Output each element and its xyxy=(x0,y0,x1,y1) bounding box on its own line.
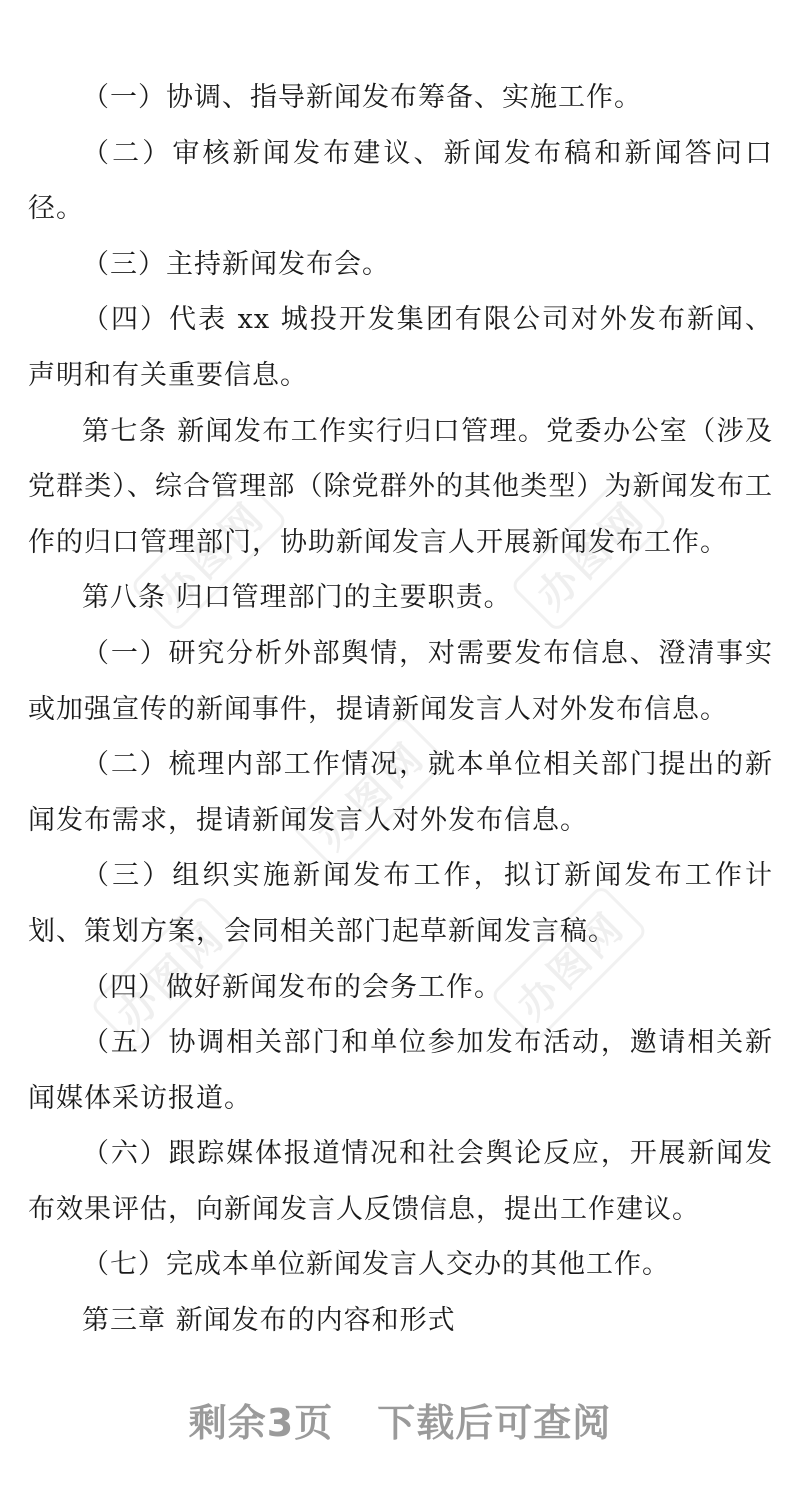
paragraph: （三）主持新闻发布会。 xyxy=(82,248,390,280)
paragraph: （四）代表 xx 城投开发集团有限公司对外发布新闻、声明和有关重要信息。 xyxy=(28,304,773,391)
watermark: 办图网 xyxy=(129,474,288,633)
watermark: 办图网 xyxy=(489,884,648,1043)
document-body xyxy=(28,70,773,1349)
paragraph: （五）协调相关部门和单位参加发布活动，邀请相关新闻媒体采访报道。 xyxy=(28,1027,773,1114)
paragraph: （三）组织实施新闻发布工作，拟订新闻发布工作计划、策划方案，会同相关部门起草新闻发言稿。 xyxy=(28,860,773,947)
download-hint-label: 下载后可查阅 xyxy=(377,1401,612,1445)
paragraph: （一）研究分析外部舆情，对需要发布信息、澄清事实或加强宣传的新闻事件，提请新闻发言人对外发布信息。 xyxy=(28,637,773,725)
remaining-pages-label: 剩余3页 xyxy=(188,1401,334,1445)
article-heading: 第八条 归口管理部门的主要职责。 xyxy=(82,582,512,614)
paragraph: （七）完成本单位新闻发言人交办的其他工作。 xyxy=(82,1249,670,1281)
paragraph: （二）审核新闻发布建议、新闻发布稿和新闻答问口径。 xyxy=(28,137,773,225)
paragraph: （四）做好新闻发布的会务工作。 xyxy=(82,971,502,1003)
paragraph: （一）协调、指导新闻发布筹备、实施工作。 xyxy=(82,82,642,113)
paragraph: （六）跟踪媒体报道情况和社会舆论反应，开展新闻发布效果评估，向新闻发言人反馈信息，提出工作建议。 xyxy=(28,1138,773,1225)
download-prompt[interactable] xyxy=(0,1392,800,1447)
watermark: 办图网 xyxy=(89,894,248,1053)
watermark: 办图网 xyxy=(509,474,668,633)
article-paragraph: 第七条 新闻发布工作实行归口管理。党委办公室（涉及党群类）、综合管理部（除党群外的其他类型）为新闻发布工作的归口管理部门，协助新闻发言人开展新闻发布工作。 xyxy=(28,415,773,558)
watermark: 办图网 xyxy=(289,714,448,873)
chapter-heading: 第三章 新闻发布的内容和形式 xyxy=(82,1305,456,1337)
paragraph: （二）梳理内部工作情况，就本单位相关部门提出的新闻发布需求，提请新闻发言人对外发布信息。 xyxy=(28,749,773,836)
